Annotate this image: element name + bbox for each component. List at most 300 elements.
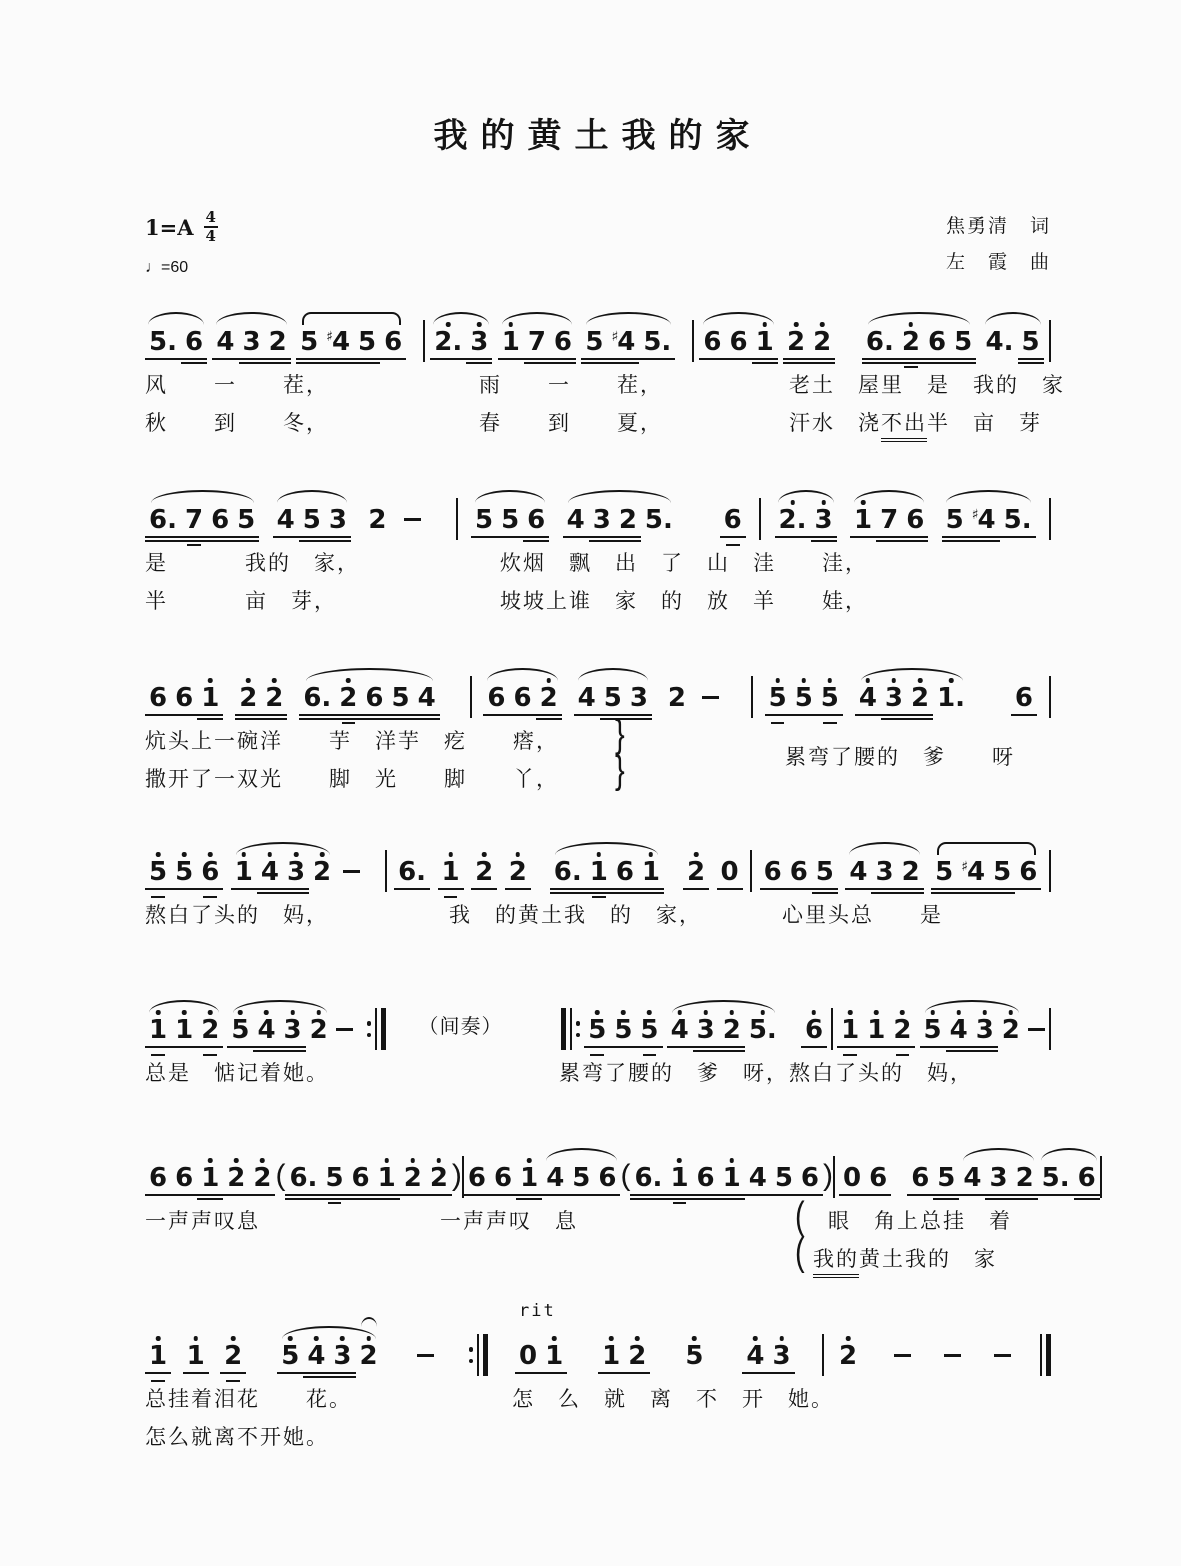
note-group xyxy=(574,670,652,723)
octave-dot xyxy=(448,852,453,857)
lyric-segment: 我 的黄土我 的 家， xyxy=(449,904,702,928)
barline xyxy=(423,320,425,362)
note xyxy=(641,492,677,545)
beam-line xyxy=(285,1198,321,1200)
beam-line xyxy=(374,1194,400,1196)
time-signature xyxy=(204,209,218,246)
note-number: 1 xyxy=(201,1163,220,1194)
note-number: 6 xyxy=(384,327,403,358)
note-group xyxy=(145,1002,223,1055)
lyrics-row xyxy=(145,1421,1051,1459)
octave-dot xyxy=(208,1158,213,1163)
music-system xyxy=(145,1301,1051,1459)
lyric-segment: 雨 一 茬， xyxy=(479,374,663,398)
beam-line xyxy=(1012,1198,1038,1200)
note xyxy=(471,492,497,545)
note-number: 5. xyxy=(1003,505,1032,536)
note xyxy=(400,1150,426,1203)
sharp-icon: ♯ xyxy=(326,329,333,346)
note xyxy=(881,670,907,723)
octave-dot xyxy=(272,678,277,683)
parenthesis: ( xyxy=(275,1159,286,1193)
note xyxy=(233,492,259,545)
note-number: 5 xyxy=(603,683,622,714)
beam-line xyxy=(881,714,907,716)
beam-line xyxy=(325,540,351,542)
barline-stroke xyxy=(831,1008,833,1050)
barline-stroke xyxy=(751,676,753,718)
barline-stroke xyxy=(483,1334,488,1376)
note-number: 6 xyxy=(149,683,168,714)
note xyxy=(261,670,287,723)
note-number: 3 xyxy=(875,857,894,888)
note-group xyxy=(664,670,690,723)
partial-beam-line xyxy=(444,896,458,898)
beam-line xyxy=(296,358,322,360)
note xyxy=(374,1150,400,1203)
octave-dot xyxy=(238,1010,243,1015)
barline-stroke xyxy=(692,320,694,362)
beam-line xyxy=(261,714,287,716)
note-number: 6 xyxy=(729,327,748,358)
note xyxy=(835,1328,861,1381)
beam-line xyxy=(257,892,283,894)
beam-line xyxy=(968,540,1000,542)
beam-line xyxy=(321,1194,347,1196)
note-number: 1 xyxy=(234,857,253,888)
note xyxy=(471,844,497,897)
note-number: 4 xyxy=(546,1163,565,1194)
note xyxy=(745,1150,771,1203)
lyric-segment: 一声声叹息 xyxy=(145,1210,260,1234)
octave-dot xyxy=(1009,1010,1014,1015)
beam-line xyxy=(957,888,989,890)
beam-line xyxy=(335,718,361,720)
beam-line xyxy=(957,892,989,894)
sharp-icon: ♯ xyxy=(961,859,969,876)
barline xyxy=(1100,1156,1102,1198)
beam-line xyxy=(586,892,612,894)
octave-dot xyxy=(909,322,914,327)
beam-line xyxy=(253,1050,279,1052)
lyric-segment: 炕头上一碗洋 芋 洋芋 疙 瘩， xyxy=(145,730,559,754)
note-number: 2 xyxy=(893,1015,912,1046)
octave-dot xyxy=(779,1336,784,1341)
beam-line xyxy=(719,1194,745,1196)
note-group xyxy=(581,314,675,367)
note-number: 5 xyxy=(501,505,520,536)
beam-line xyxy=(483,714,509,716)
note-number: 5 xyxy=(325,1163,344,1194)
notes-line xyxy=(145,661,1051,723)
note-number: 2 xyxy=(539,683,558,714)
note-number: 1 xyxy=(377,1163,396,1194)
partial-beam-line xyxy=(151,1054,165,1056)
note xyxy=(523,492,549,545)
note-number: 0 xyxy=(843,1163,862,1194)
note-number: 1 xyxy=(441,857,460,888)
note-number: 2 xyxy=(224,1341,243,1372)
note-group xyxy=(630,1150,744,1203)
note-group xyxy=(220,1328,246,1381)
octave-dot xyxy=(694,852,699,857)
beam-line xyxy=(181,540,207,542)
beam-line xyxy=(765,714,791,716)
note-number: 2 xyxy=(722,1015,741,1046)
beam-line xyxy=(277,1372,303,1374)
partial-beam-line xyxy=(151,896,165,898)
note xyxy=(490,1150,516,1203)
octave-dot xyxy=(982,1010,987,1015)
note-number: 1 xyxy=(175,1015,194,1046)
note-group xyxy=(907,1150,959,1203)
note-number: 1 xyxy=(149,1341,168,1372)
note-number: 2 xyxy=(268,327,287,358)
note xyxy=(942,492,968,545)
beam-line xyxy=(361,714,387,716)
note-group xyxy=(542,1150,620,1203)
music-systems xyxy=(145,305,1096,1459)
octave-dot xyxy=(182,1010,187,1015)
octave-dot xyxy=(692,1336,697,1341)
octave-dot xyxy=(609,1336,614,1341)
note xyxy=(550,314,576,367)
beam-line xyxy=(171,1194,197,1196)
note xyxy=(594,1150,620,1203)
note-number: 2 xyxy=(901,327,920,358)
note xyxy=(550,844,586,897)
note-number: 3 xyxy=(629,683,648,714)
octave-dot xyxy=(268,852,273,857)
note-number: 6. xyxy=(303,683,332,714)
beam-line xyxy=(550,362,576,364)
note xyxy=(898,844,924,897)
note-number: 1. xyxy=(937,683,966,714)
note xyxy=(865,1150,891,1203)
octave-dot xyxy=(290,1010,295,1015)
note xyxy=(380,314,406,367)
barline xyxy=(1049,498,1051,540)
note xyxy=(361,670,387,723)
lyric-segment: 半 亩 芽 xyxy=(927,412,1042,436)
note-group xyxy=(299,670,439,723)
note xyxy=(717,844,743,897)
lyrics-row xyxy=(145,1205,1051,1243)
octave-dot xyxy=(182,852,187,857)
note xyxy=(791,670,817,723)
beam-line xyxy=(931,888,957,890)
octave-dot xyxy=(264,1010,269,1015)
beam-line xyxy=(1011,714,1037,716)
partial-beam-line xyxy=(673,1202,687,1204)
note xyxy=(982,314,1018,367)
dash-continuation xyxy=(404,518,421,521)
note xyxy=(356,1328,382,1381)
octave-dot xyxy=(635,1336,640,1341)
beam-line xyxy=(550,888,586,890)
music-system xyxy=(145,835,1051,937)
beam-line xyxy=(683,888,709,890)
beam-line xyxy=(235,718,261,720)
note-number: 2 xyxy=(901,857,920,888)
partial-beam-line xyxy=(726,544,740,546)
interlude-label: （间奏） xyxy=(418,1016,503,1039)
lyric-segment: 老土 屋里 是 我的 家 xyxy=(789,374,1065,398)
note-number: 5 xyxy=(572,1163,591,1194)
beam-line xyxy=(400,1194,426,1196)
note-number: 0 xyxy=(519,1341,538,1372)
beam-line xyxy=(296,362,322,364)
note xyxy=(235,670,261,723)
note xyxy=(839,1150,865,1203)
dash-continuation xyxy=(944,1354,961,1357)
note-number: 1 xyxy=(722,1163,741,1194)
note-group xyxy=(801,1002,827,1055)
note-number: 5. xyxy=(748,1015,777,1046)
note-group xyxy=(231,844,335,897)
note xyxy=(771,1150,797,1203)
note-group xyxy=(285,1150,399,1203)
beam-line xyxy=(523,540,549,542)
note-number: 2 xyxy=(475,857,494,888)
beam-line xyxy=(666,1194,692,1196)
note-group xyxy=(483,670,561,723)
partial-beam-line xyxy=(592,896,606,898)
note xyxy=(924,314,950,367)
lyric-segment: 炊烟 飘 出 了 山 洼 洼， xyxy=(500,552,868,576)
beam-line xyxy=(303,1372,329,1374)
note xyxy=(745,1002,781,1055)
beam-line xyxy=(171,888,197,890)
note-number: 6 xyxy=(598,1163,617,1194)
note xyxy=(907,670,933,723)
note xyxy=(1011,670,1037,723)
note-number: 2 xyxy=(628,1341,647,1372)
lyrics-block xyxy=(145,1195,1051,1281)
note xyxy=(145,670,171,723)
lyric-segment: 怎 么 就 离 不 开 她。 xyxy=(512,1388,834,1412)
note-group xyxy=(681,1328,707,1381)
beam-line xyxy=(145,888,171,890)
key-label: 1=A xyxy=(145,214,194,240)
note xyxy=(765,670,791,723)
note-group xyxy=(742,1328,794,1381)
beam-line xyxy=(145,1046,171,1048)
beam-line xyxy=(223,1194,249,1196)
tempo-value: =60 xyxy=(161,258,189,276)
note-number: 4 xyxy=(216,327,235,358)
note xyxy=(430,314,466,367)
parenthesis: ) xyxy=(823,1159,833,1193)
note xyxy=(998,1002,1024,1055)
note xyxy=(309,844,335,897)
barline-stroke xyxy=(1049,850,1051,892)
note xyxy=(299,670,335,723)
notes-line xyxy=(145,483,1051,545)
beam-line xyxy=(985,1194,1011,1196)
beam-line xyxy=(907,1194,933,1196)
note xyxy=(515,1328,541,1381)
partial-beam-line xyxy=(843,1054,857,1056)
note xyxy=(239,314,265,367)
note xyxy=(589,492,615,545)
note xyxy=(516,1150,542,1203)
beam-line xyxy=(959,1194,985,1196)
note-group xyxy=(598,1328,650,1381)
barline xyxy=(1049,320,1051,362)
note xyxy=(510,670,536,723)
dash-continuation xyxy=(994,1354,1011,1357)
note-group xyxy=(745,1150,823,1203)
octave-dot xyxy=(446,322,451,327)
note-number: 3 xyxy=(989,1163,1008,1194)
beam-line xyxy=(812,892,838,894)
beam-line xyxy=(231,888,257,890)
beam-line xyxy=(1074,1194,1100,1196)
beam-line xyxy=(626,718,652,720)
barline-stroke xyxy=(1049,676,1051,718)
note-group xyxy=(145,1150,223,1203)
barline-stroke xyxy=(570,1008,572,1050)
note-number: 2 xyxy=(618,505,637,536)
song-title: 我的黄土我的家 xyxy=(433,118,763,155)
note xyxy=(354,314,380,367)
note xyxy=(598,1328,624,1381)
note-number: 2 xyxy=(686,857,706,888)
lyric-segment: 撒开了一双光 脚 光 脚 丫， xyxy=(145,768,559,792)
beam-line xyxy=(760,888,786,890)
note xyxy=(957,844,989,897)
music-system xyxy=(145,1141,1096,1281)
barline xyxy=(833,1156,835,1198)
note xyxy=(638,844,664,897)
lyrics-block xyxy=(145,547,1051,623)
beam-line xyxy=(505,888,531,890)
octave-dot xyxy=(621,1010,626,1015)
beam-line xyxy=(253,1046,279,1048)
note xyxy=(581,314,607,367)
note-number: 1 xyxy=(602,1341,621,1372)
note xyxy=(950,314,976,367)
beam-line xyxy=(207,536,233,538)
note-group xyxy=(584,1002,662,1055)
note-group xyxy=(471,844,497,897)
beam-line xyxy=(898,362,924,364)
octave-dot xyxy=(802,678,807,683)
beam-line xyxy=(183,1372,209,1374)
lyric-segment: 总是 惦记着她。 xyxy=(145,1062,329,1086)
beam-line xyxy=(586,888,612,890)
octave-dot xyxy=(820,322,825,327)
lyrics-row xyxy=(145,369,1065,407)
beam-line xyxy=(329,1372,355,1374)
note-number: 4 xyxy=(849,857,868,888)
note-number: 5 xyxy=(474,505,494,536)
note xyxy=(505,844,531,897)
lyric-brace: ( xyxy=(795,1231,805,1275)
note-group xyxy=(862,314,976,367)
note-number: 5 xyxy=(175,857,194,888)
beam-line xyxy=(207,540,233,542)
note xyxy=(296,314,322,367)
barline-stroke xyxy=(750,850,752,892)
beam-line xyxy=(524,358,550,360)
note-number: 6. xyxy=(634,1163,663,1194)
beam-line xyxy=(667,1046,693,1048)
note-number: 4 xyxy=(260,857,279,888)
note-group xyxy=(515,1301,567,1381)
note-number: 5 xyxy=(993,857,1012,888)
beam-line xyxy=(931,892,957,894)
lyric-segment: 半 xyxy=(145,590,168,614)
note xyxy=(812,844,838,897)
beam-line xyxy=(348,1198,374,1200)
note-group xyxy=(183,1328,209,1381)
note-number: 4. xyxy=(985,327,1014,358)
beam-line xyxy=(719,1046,745,1048)
beam-line xyxy=(471,888,497,890)
time-signature-bottom: 4 xyxy=(205,227,216,246)
note xyxy=(959,1150,985,1203)
octave-dot xyxy=(288,1336,293,1341)
note-group xyxy=(145,670,223,723)
beam-line xyxy=(581,362,607,364)
partial-beam-line xyxy=(896,1054,910,1056)
beam-line xyxy=(387,718,413,720)
fermata-icon xyxy=(361,1317,377,1327)
note-number: 1 xyxy=(186,1341,205,1372)
note-number: 1 xyxy=(545,1341,564,1372)
note xyxy=(752,314,778,367)
note-number: 6 xyxy=(703,327,722,358)
lyric-brace: ( xyxy=(795,1195,805,1239)
beam-line xyxy=(524,362,550,364)
beam-line xyxy=(574,714,600,716)
note-number: 1 xyxy=(867,1015,886,1046)
beam-line xyxy=(438,888,464,890)
note-number: 2 xyxy=(313,857,332,888)
beam-line xyxy=(197,1198,223,1200)
octave-dot xyxy=(437,1158,442,1163)
note-number: 5 xyxy=(815,857,834,888)
note xyxy=(907,1150,933,1203)
beam-line xyxy=(610,1046,636,1048)
note xyxy=(387,670,413,723)
note xyxy=(768,1328,794,1381)
lyric-side-text: 累弯了腰的 爹 呀 xyxy=(785,746,1015,770)
note-number: 5 xyxy=(585,327,604,358)
note-number: 6. xyxy=(149,505,177,536)
note-number: 5 xyxy=(231,1015,250,1046)
note-number: 6 xyxy=(175,683,194,714)
barline xyxy=(1049,676,1051,718)
note-number: 2 xyxy=(403,1163,422,1194)
note-number: 6 xyxy=(927,327,947,358)
note-group xyxy=(1038,1150,1100,1203)
beam-line xyxy=(361,718,387,720)
note-group xyxy=(699,314,777,367)
note-number: 3 xyxy=(470,327,489,358)
beam-line xyxy=(809,358,835,360)
beam-line xyxy=(862,358,898,360)
note-number: 2 xyxy=(253,1163,272,1194)
note-number: 4 xyxy=(577,683,596,714)
note xyxy=(933,670,969,723)
note xyxy=(968,492,1000,545)
lyrics-block xyxy=(145,713,1051,801)
octave-dot xyxy=(294,852,299,857)
barline-stroke xyxy=(561,1008,566,1050)
